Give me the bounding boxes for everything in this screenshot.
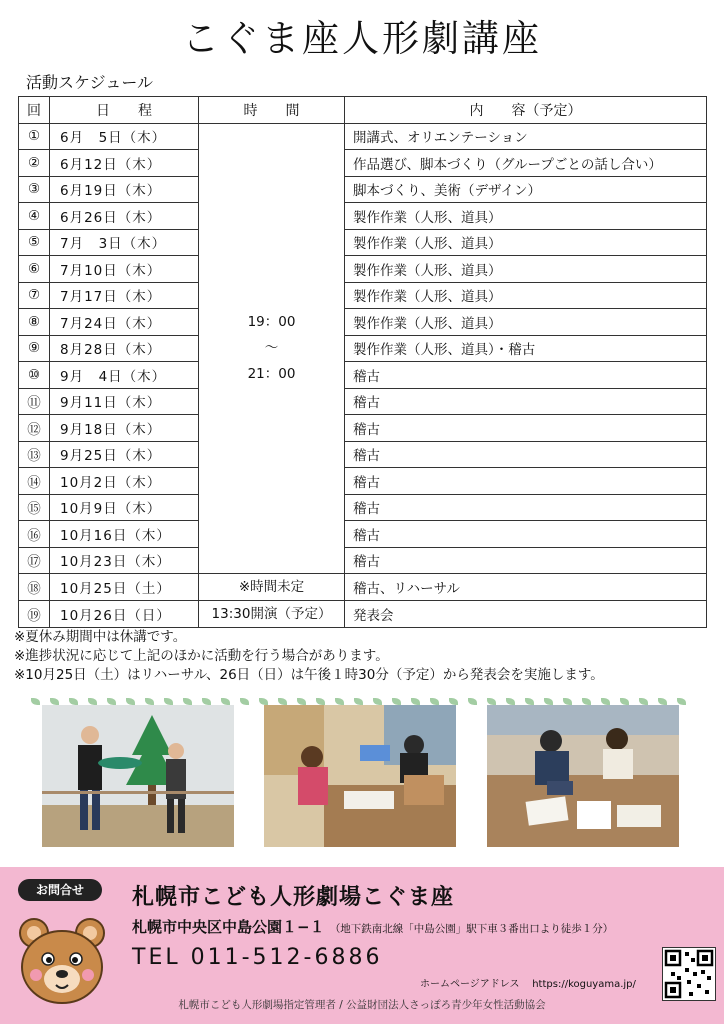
row-time: 13:30開演（予定）	[199, 601, 345, 628]
leaf-icon	[278, 698, 287, 705]
row-date: 10月23日（木）	[50, 547, 199, 574]
access-text: （地下鉄南北線「中島公園」駅下車３番出口より徒歩１分）	[329, 923, 614, 935]
photo-puppet-practice	[42, 705, 234, 847]
row-content: 稽古	[345, 415, 707, 442]
leaf-icon	[449, 698, 458, 705]
note-item: ※夏休み期間中は休講です。	[14, 629, 187, 645]
row-number: ⑲	[19, 601, 50, 628]
time-start: 19：00	[247, 314, 296, 331]
row-date: 7月17日（木）	[50, 282, 199, 309]
row-content: 製作作業（人形、道具）・稽古	[345, 335, 707, 362]
row-content: 発表会	[345, 601, 707, 628]
row-content: 製作作業（人形、道具）	[345, 229, 707, 256]
table-row	[19, 601, 707, 628]
leaf-icon	[392, 698, 401, 705]
leaf-icon	[582, 698, 591, 705]
row-content: 稽古	[345, 468, 707, 495]
schedule-subtitle: 活動スケジュール	[26, 73, 154, 92]
leaf-icon	[354, 698, 363, 705]
row-content: 作品選び、脚本づくり（グループごとの話し合い）	[345, 150, 707, 177]
page-title: こぐま座人形劇講座	[182, 17, 542, 60]
table-row	[19, 547, 707, 574]
leaf-icon	[221, 698, 230, 705]
qr-code-icon[interactable]	[662, 947, 716, 1001]
leaf-icon	[107, 698, 116, 705]
schedule-table	[18, 96, 707, 628]
row-content: 製作作業（人形、道具）	[345, 256, 707, 283]
row-content: 開講式、オリエンテーション	[345, 123, 707, 150]
leaf-icon	[620, 698, 629, 705]
leaf-icon	[506, 698, 515, 705]
row-content: 製作作業（人形、道具）	[345, 203, 707, 230]
leaf-icon	[544, 698, 553, 705]
row-number: ⑥	[19, 256, 50, 283]
table-row	[19, 282, 707, 309]
table-row	[19, 203, 707, 230]
leaf-icon	[677, 698, 686, 705]
leaf-icon	[88, 698, 97, 705]
leaf-icon	[525, 698, 534, 705]
notes	[14, 628, 604, 685]
row-date: 10月2日（木）	[50, 468, 199, 495]
row-date: 7月24日（木）	[50, 309, 199, 336]
table-row	[19, 574, 707, 601]
header-number: 回	[19, 97, 50, 124]
leaf-icon	[126, 698, 135, 705]
address	[132, 916, 613, 937]
header-date: 日 程	[50, 97, 199, 124]
row-number: ⑩	[19, 362, 50, 389]
row-content: 製作作業（人形、道具）	[345, 309, 707, 336]
row-number: ⑤	[19, 229, 50, 256]
row-date: 8月28日（木）	[50, 335, 199, 362]
leaf-icon	[658, 698, 667, 705]
row-number: ③	[19, 176, 50, 203]
row-number: ⑱	[19, 574, 50, 601]
table-row	[19, 309, 707, 336]
row-date: 9月11日（木）	[50, 388, 199, 415]
row-date: 10月25日（土）	[50, 574, 199, 601]
row-number: ⑨	[19, 335, 50, 362]
leaf-icon	[563, 698, 572, 705]
row-content: 稽古	[345, 441, 707, 468]
table-row	[19, 256, 707, 283]
row-date: 10月16日（木）	[50, 521, 199, 548]
row-number: ⑦	[19, 282, 50, 309]
header-content: 内 容（予定）	[345, 97, 707, 124]
row-number: ⑰	[19, 547, 50, 574]
table-row	[19, 150, 707, 177]
leaf-icon	[202, 698, 211, 705]
leaf-icon	[639, 698, 648, 705]
note-item: ※進捗状況に応じて上記のほかに活動を行う場合があります。	[14, 648, 389, 664]
table-row	[19, 415, 707, 442]
leaf-divider	[26, 690, 698, 700]
telephone: TEL 011-512-6886	[132, 945, 383, 970]
time-sep: 〜	[264, 340, 279, 357]
photo-script-meeting	[487, 705, 679, 847]
leaf-icon	[411, 698, 420, 705]
row-content: 稽古	[345, 521, 707, 548]
leaf-icon	[430, 698, 439, 705]
leaf-icon	[50, 698, 59, 705]
leaf-icon	[373, 698, 382, 705]
row-content: 稽古	[345, 388, 707, 415]
leaf-icon	[316, 698, 325, 705]
leaf-icon	[468, 698, 477, 705]
leaf-icon	[259, 698, 268, 705]
leaf-icon	[297, 698, 306, 705]
photo-puppet-making	[264, 705, 456, 847]
contact-footer	[0, 867, 724, 1024]
table-row	[19, 494, 707, 521]
row-content: 製作作業（人形、道具）	[345, 282, 707, 309]
row-number: ⑯	[19, 521, 50, 548]
row-date: 6月26日（木）	[50, 203, 199, 230]
row-content: 稽古、リハーサル	[345, 574, 707, 601]
leaf-icon	[240, 698, 249, 705]
row-date: 9月25日（木）	[50, 441, 199, 468]
leaf-icon	[335, 698, 344, 705]
homepage	[420, 975, 636, 990]
row-number: ①	[19, 123, 50, 150]
row-number: ②	[19, 150, 50, 177]
row-number: ⑮	[19, 494, 50, 521]
table-header-row	[19, 97, 707, 124]
table-row	[19, 362, 707, 389]
row-content: 稽古	[345, 362, 707, 389]
address-text: 札幌市中央区中島公園１−１	[132, 918, 325, 936]
common-time-cell	[199, 123, 345, 574]
table-row	[19, 123, 707, 150]
row-date: 9月 4日（木）	[50, 362, 199, 389]
leaf-icon	[31, 698, 40, 705]
table-row	[19, 468, 707, 495]
row-content: 稽古	[345, 494, 707, 521]
row-date: 6月12日（木）	[50, 150, 199, 177]
table-row	[19, 521, 707, 548]
time-end: 21：00	[247, 366, 296, 383]
leaf-icon	[183, 698, 192, 705]
contact-badge: お問合せ	[18, 879, 102, 901]
leaf-icon	[164, 698, 173, 705]
table-row	[19, 441, 707, 468]
table-row	[19, 176, 707, 203]
row-date: 6月19日（木）	[50, 176, 199, 203]
row-number: ⑫	[19, 415, 50, 442]
table-row	[19, 388, 707, 415]
row-time: ※時間未定	[199, 574, 345, 601]
row-number: ⑧	[19, 309, 50, 336]
row-number: ④	[19, 203, 50, 230]
table-row	[19, 229, 707, 256]
leaf-icon	[487, 698, 496, 705]
row-content: 稽古	[345, 547, 707, 574]
row-date: 10月9日（木）	[50, 494, 199, 521]
homepage-label: ホームページアドレス	[420, 979, 520, 990]
manager-credit: 札幌市こども人形劇場指定管理者 / 公益財団法人さっぽろ青少年女性活動協会	[178, 999, 546, 1011]
row-number: ⑪	[19, 388, 50, 415]
row-date: 9月18日（木）	[50, 415, 199, 442]
row-number: ⑬	[19, 441, 50, 468]
leaf-icon	[69, 698, 78, 705]
leaf-icon	[601, 698, 610, 705]
row-date: 7月10日（木）	[50, 256, 199, 283]
note-item: ※10月25日（土）はリハーサル、26日（日）は午後１時30分（予定）から発表会を実施します。	[14, 667, 604, 683]
row-number: ⑭	[19, 468, 50, 495]
homepage-link[interactable]: https://koguyama.jp/	[532, 979, 636, 990]
header-time: 時 間	[199, 97, 345, 124]
leaf-icon	[145, 698, 154, 705]
organization-name: 札幌市こども人形劇場こぐま座	[132, 885, 455, 910]
row-date: 7月 3日（木）	[50, 229, 199, 256]
row-content: 脚本づくり、美術（デザイン）	[345, 176, 707, 203]
row-date: 10月26日（日）	[50, 601, 199, 628]
row-date: 6月 5日（木）	[50, 123, 199, 150]
table-row	[19, 335, 707, 362]
